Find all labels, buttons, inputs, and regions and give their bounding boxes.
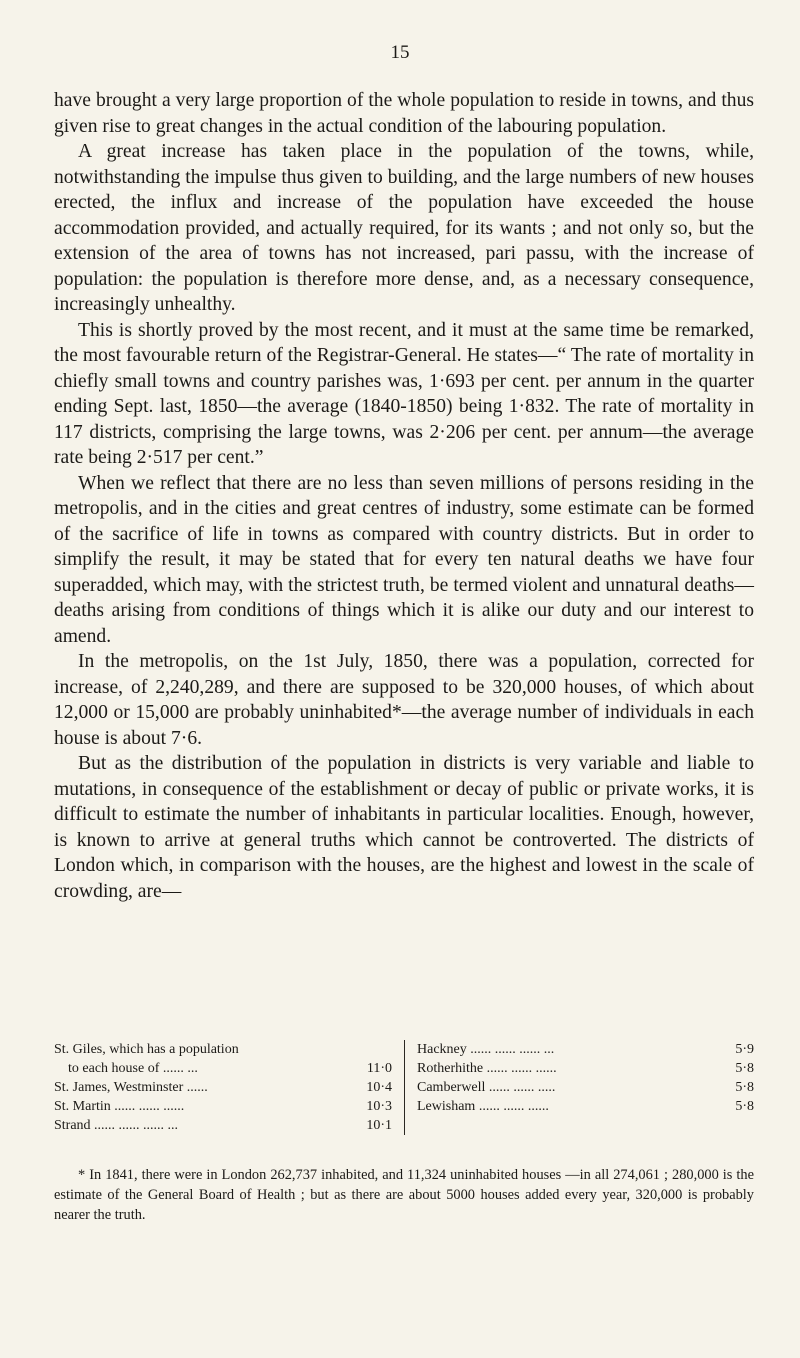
paragraph: But as the distribution of the population in districts is very variable and liable to mutations, in consequence of the establishment or decay of public or private works, it is difficult to estimate the number of inhabitants in particular localities. Enough, however, is known to arrive at general truths which cannot be controverted. The districts of London which, in comparison with the houses, are the highest and lowest in the scale of crowding, are—: [54, 753, 754, 902]
district-label: Hackney ...... ...... ...... ...: [417, 1042, 555, 1057]
paragraph: When we reflect that there are no less than seven millions of persons residing in the metropolis, and in the cities and great centres of industry, some estimate can be formed of the sacrifice of life in towns as compared with country districts. But in order to simplify the result, it may be stated that for every ten natural deaths we have four superadded, which may, with the strictest truth, be termed violent and unnatural deaths—deaths arising from conditions of things which it is alike our duty and our interest to amend.: [54, 472, 754, 647]
table-row: [54, 1078, 392, 1097]
footnote: [54, 1165, 754, 1225]
district-label: St. Martin ...... ...... ......: [54, 1099, 185, 1114]
district-label: Strand ...... ...... ...... ...: [54, 1118, 179, 1133]
footnote-text: * In 1841, there were in London 262,737 inhabited, and 11,324 uninhabited houses —in all 274,061 ; 280,000 is the estimate of the General Board of Health ; but as there are about 5000 houses added every year, 320,000 is probably nearer the truth.: [54, 1167, 754, 1223]
crowding-table: [54, 1040, 754, 1135]
district-value: 5·8: [735, 1061, 754, 1076]
district-value: [356, 1040, 392, 1059]
district-label: St. Giles, which has a population: [54, 1042, 239, 1057]
district-value: 11·0: [366, 1061, 392, 1076]
body-text: [54, 88, 754, 904]
page-number: 15: [390, 42, 410, 63]
table-row: [417, 1059, 754, 1078]
district-label: St. James, Westminster ......: [54, 1080, 208, 1095]
table-row: [417, 1040, 754, 1059]
district-value: 10·1: [366, 1118, 392, 1133]
table-row: [54, 1097, 392, 1116]
paragraph: In the metropolis, on the 1st July, 1850, there was a population, corrected for increase, of 2,240,289, and there are supposed to be 320,000 houses, of which about 12,000 or 15,000 are probably uninhabited*—the average number of individuals in each house is about 7·6.: [54, 651, 754, 749]
paragraph: A great increase has taken place in the population of the towns, while, notwithstanding the impulse thus given to building, and the large numbers of new houses erected, the influx and increase of the population have exceeded the house accommodation provided, and actually required, for its wants ; and not only so, but the extension of the area of towns has not increased, pari passu, with the increase of population: the population is therefore more dense, and, as a necessary consequence, increasingly unhealthy.: [54, 141, 754, 315]
paragraph: This is shortly proved by the most recent, and it must at the same time be remarked, the most favourable return of the Registrar-General. He states—“ The rate of mortality in chiefly small towns and country parishes was, 1·693 per cent. per annum in the quarter ending Sept. last, 1850—the average (1840-1850) being 1·832. The rate of mortality in 117 districts, comprising the large towns, was 2·206 per cent. per annum—the average rate being 2·517 per cent.”: [54, 319, 754, 468]
district-label: Rotherhithe ...... ...... ......: [417, 1061, 557, 1076]
table-row: [54, 1116, 392, 1135]
district-label: to each house of ...... ...: [68, 1061, 198, 1076]
district-value: 5·8: [735, 1099, 754, 1114]
district-label: Camberwell ...... ...... .....: [417, 1080, 556, 1095]
table-row: [54, 1040, 392, 1059]
district-value: 5·9: [735, 1042, 754, 1057]
district-label: Lewisham ...... ...... ......: [417, 1099, 549, 1114]
table-row: [417, 1097, 754, 1116]
district-value: 10·4: [366, 1080, 392, 1095]
table-row: [417, 1078, 754, 1097]
table-right-column: [405, 1040, 754, 1135]
district-value: 10·3: [366, 1099, 392, 1114]
table-row: [54, 1059, 392, 1078]
table-left-column: [54, 1040, 405, 1135]
paragraph: have brought a very large proportion of the whole population to reside in towns, and thus given rise to great changes in the actual condition of the labouring population.: [54, 90, 754, 137]
district-value: 5·8: [735, 1080, 754, 1095]
